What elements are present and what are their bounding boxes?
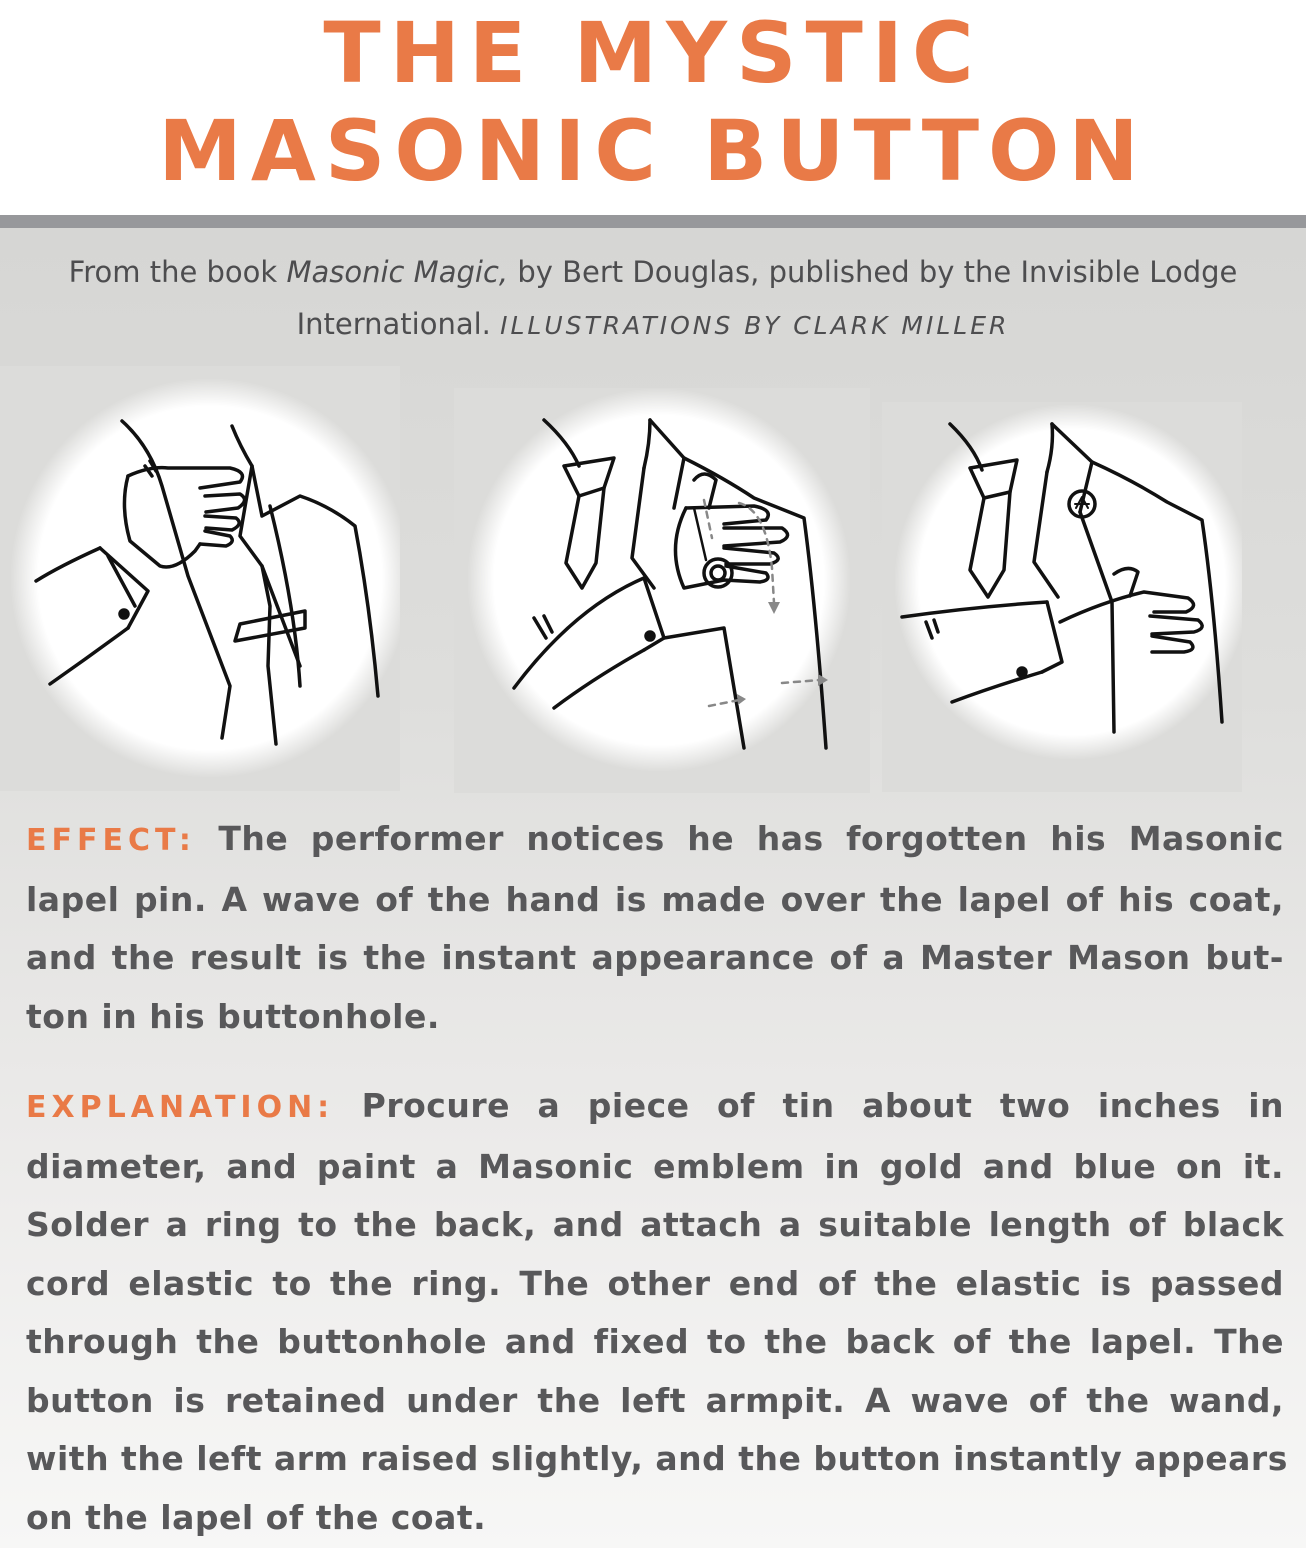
illustration-strip (0, 366, 1306, 796)
button-on-lapel-illustration (882, 402, 1242, 792)
header-rule (0, 215, 1306, 228)
explanation-line-1: Procure a piece of tin about two inches in (334, 1086, 1284, 1125)
credit-line2: International. (296, 307, 501, 341)
explanation-line-3: Solder a ring to the back, and attach a suitable length of black (26, 1205, 1284, 1244)
illustrations-credit: ILLUSTRATIONS BY CLARK MILLER (500, 311, 1010, 340)
explanation-line-2: diameter, and paint a Masonic emblem in gold and blue on it. (26, 1146, 1284, 1186)
illustration-panel-1 (0, 366, 400, 791)
title-header (0, 0, 1306, 215)
explanation-paragraph (26, 1077, 1288, 1547)
explanation-label: EXPLANATION: (26, 1090, 335, 1125)
title-line-1: THE MYSTIC (323, 4, 983, 102)
effect-line-4: ton in his buttonhole. (26, 996, 440, 1036)
explanation-line-7: with the left arm raised slightly, and the button instantly appears (26, 1439, 1288, 1478)
illustration-panel-3 (882, 402, 1242, 792)
button-pulled-from-armpit-illustration (454, 388, 870, 793)
article-body (0, 228, 1306, 1548)
hand-over-lapel-illustration (0, 366, 400, 791)
effect-paragraph (26, 810, 1284, 1046)
book-title: Masonic Magic, (286, 255, 509, 289)
credit-middle: by Bert Douglas, published by the Invisible Lodge (508, 255, 1238, 289)
explanation-line-6: button is retained under the left armpit. A wave of the wand, (26, 1380, 1284, 1420)
explanation-line-4: cord elastic to the ring. The other end of the elastic is passed (26, 1263, 1284, 1303)
effect-label: EFFECT: (26, 823, 196, 858)
effect-line-3: and the result is the instant appearance of a Master Mason but- (26, 938, 1284, 977)
credit-line (20, 246, 1286, 352)
title-line-2: MASONIC BUTTON (158, 102, 1148, 200)
explanation-line-8: on the lapel of the coat. (26, 1497, 487, 1537)
credit-prefix: From the book (68, 255, 287, 289)
effect-line-1: The performer notices he has forgotten his Masonic (195, 819, 1284, 858)
effect-line-2: lapel pin. A wave of the hand is made over the lapel of his coat, (26, 879, 1284, 919)
illustration-panel-2 (454, 388, 870, 793)
explanation-line-5: through the buttonhole and fixed to the back of the lapel. The (26, 1322, 1284, 1361)
